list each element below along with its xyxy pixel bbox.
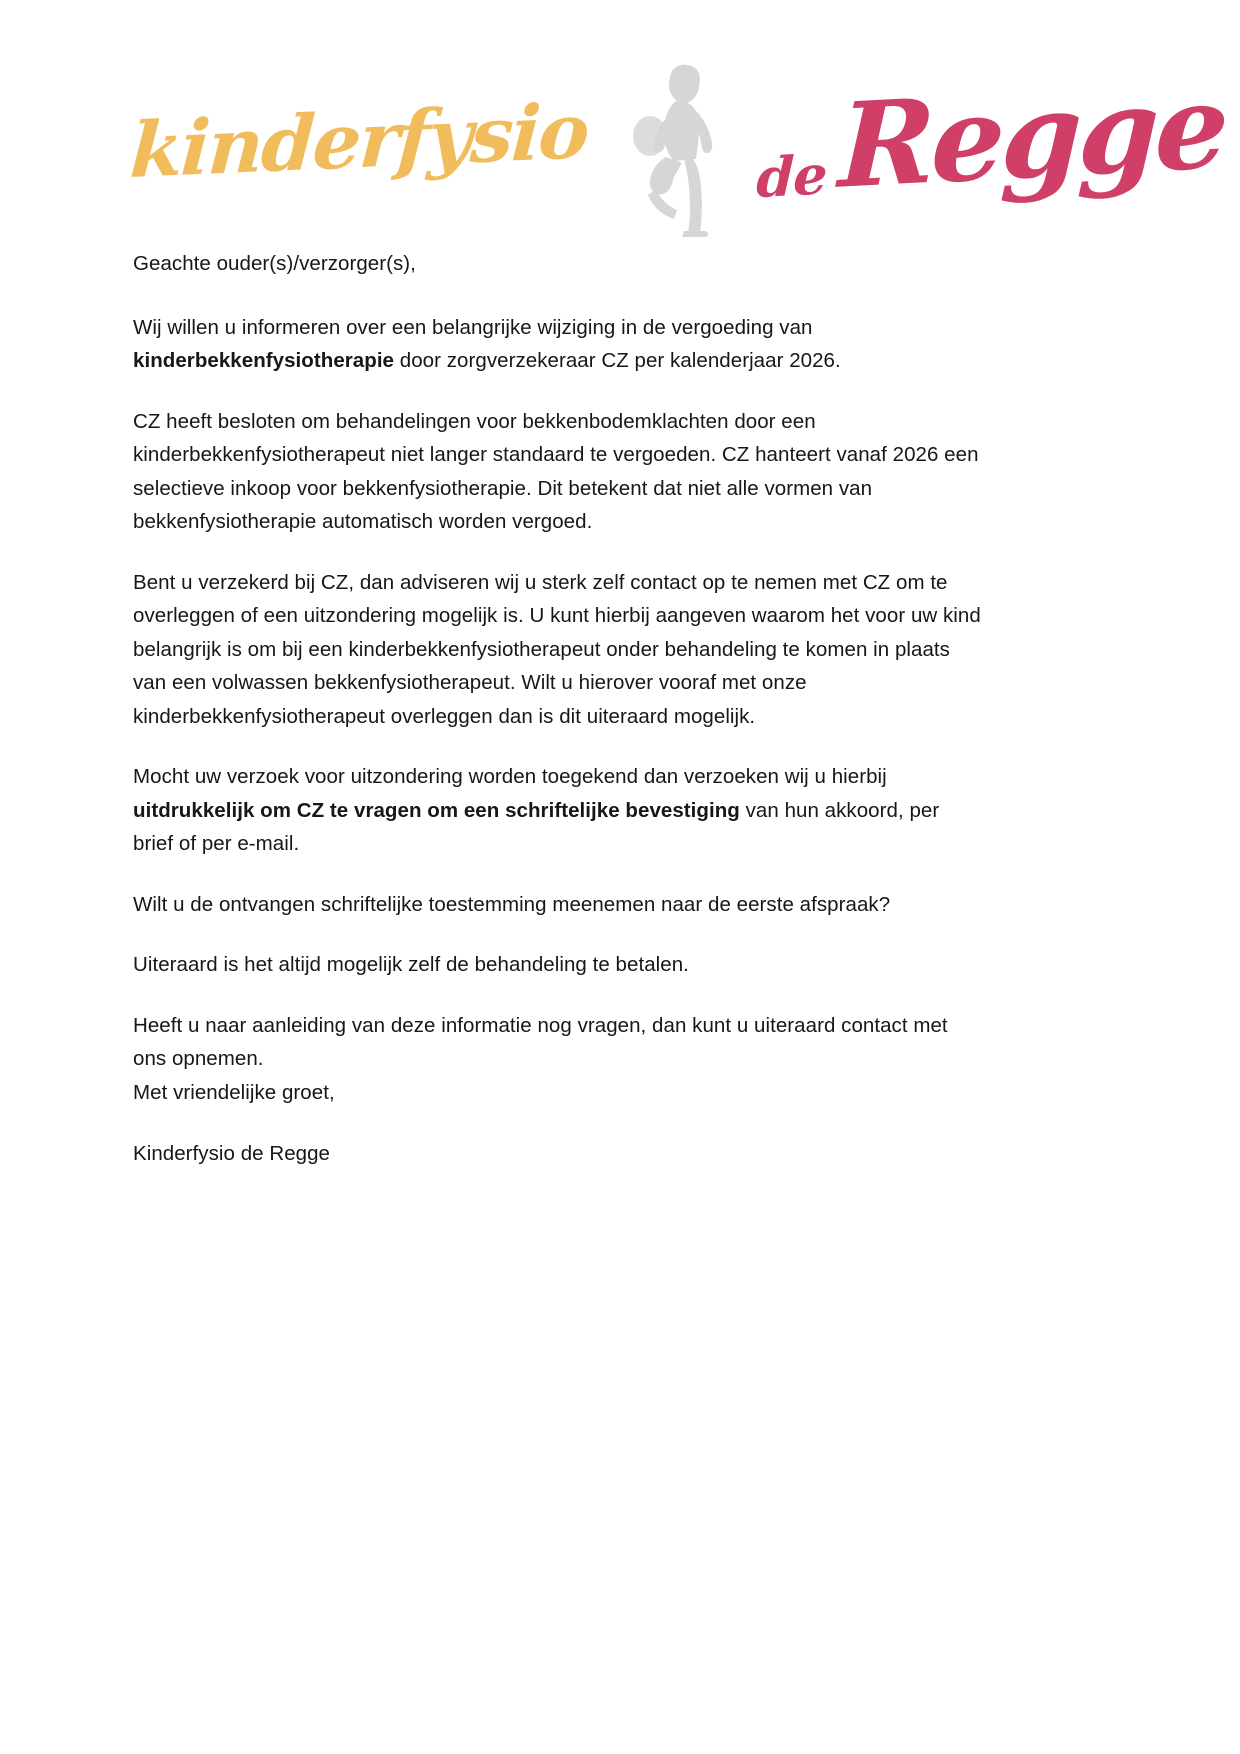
letter-closing-greeting: Met vriendelijke groet,	[133, 1080, 335, 1104]
letter-salutation: Geachte ouder(s)/verzorger(s),	[133, 252, 416, 275]
child-with-ball-silhouette-icon	[622, 63, 730, 239]
body-text: Wij willen u informeren over een belangrijke wijziging in de vergoeding van	[133, 315, 813, 339]
logo-wordmark-de-regge	[752, 57, 1227, 215]
body-text: Wilt u de ontvangen schriftelijke toestemming meenemen naar de eerste afspraak?	[133, 892, 891, 916]
letter-paragraph-zelf-betalen	[133, 948, 983, 982]
letter-paragraph-vragen	[133, 1009, 983, 1076]
letter-paragraph-advies-contact	[133, 566, 983, 734]
emphasis-text: kinderbekkenfysiotherapie	[133, 349, 395, 372]
body-text: CZ heeft besloten om behandelingen voor bekkenbodemklachten door een kinderbekkenfysiotherapeut niet langer standaard te vergoeden. CZ hanteert vanaf 2026 een selectieve inkoop voor bekkenfysiotherapie. Dit betekent dat niet alle vormen van bekkenfysiotherapie automatisch worden vergoed.	[133, 409, 979, 533]
letter-signature: Kinderfysio de Regge	[133, 1142, 331, 1165]
logo-word-de: de	[754, 141, 828, 210]
brand-logo	[127, 57, 1228, 239]
letter-paragraph-intro	[133, 311, 983, 378]
letterhead	[0, 56, 1240, 246]
logo-wordmark-kinderfysio: kinderfysio	[127, 86, 591, 195]
letter-paragraph-meenemen	[133, 888, 983, 922]
letter-body	[133, 247, 983, 1171]
body-text: van hun akkoord, per brief of per e-mail.	[133, 798, 940, 855]
logo-word-regge: Regge	[836, 57, 1227, 215]
letter-paragraph-bevestiging	[133, 760, 983, 861]
body-text: Bent u verzekerd bij CZ, dan adviseren wij u sterk zelf contact op te nemen met CZ om te overleggen of een uitzondering mogelijk is. U kunt hierbij aangeven waarom het voor uw kind belangrijk is om bij een kinderbekkenfysiotherapeut onder behandeling te komen in plaats van een volwassen bekkenfysiotherapeut. Wilt u hierover vooraf met onze kinderbekkenfysiotherapeut overleggen dan is dit uiteraard mogelijk.	[133, 570, 981, 728]
body-text: Uiteraard is het altijd mogelijk zelf de behandeling te betalen.	[133, 953, 689, 976]
letter-paragraph-cz-besluit	[133, 405, 983, 539]
emphasis-text: uitdrukkelijk om CZ te vragen om een schriftelijke bevestiging	[133, 798, 740, 822]
letter-paragraph-list	[133, 311, 983, 1076]
body-text: Heeft u naar aanleiding van deze informatie nog vragen, dan kunt u uiteraard contact met ons opnemen.	[133, 1013, 948, 1070]
body-text: door zorgverzekeraar CZ per kalenderjaar 2026.	[394, 349, 841, 372]
body-text: Mocht uw verzoek voor uitzondering worden toegekend dan verzoeken wij u hierbij	[133, 765, 887, 788]
